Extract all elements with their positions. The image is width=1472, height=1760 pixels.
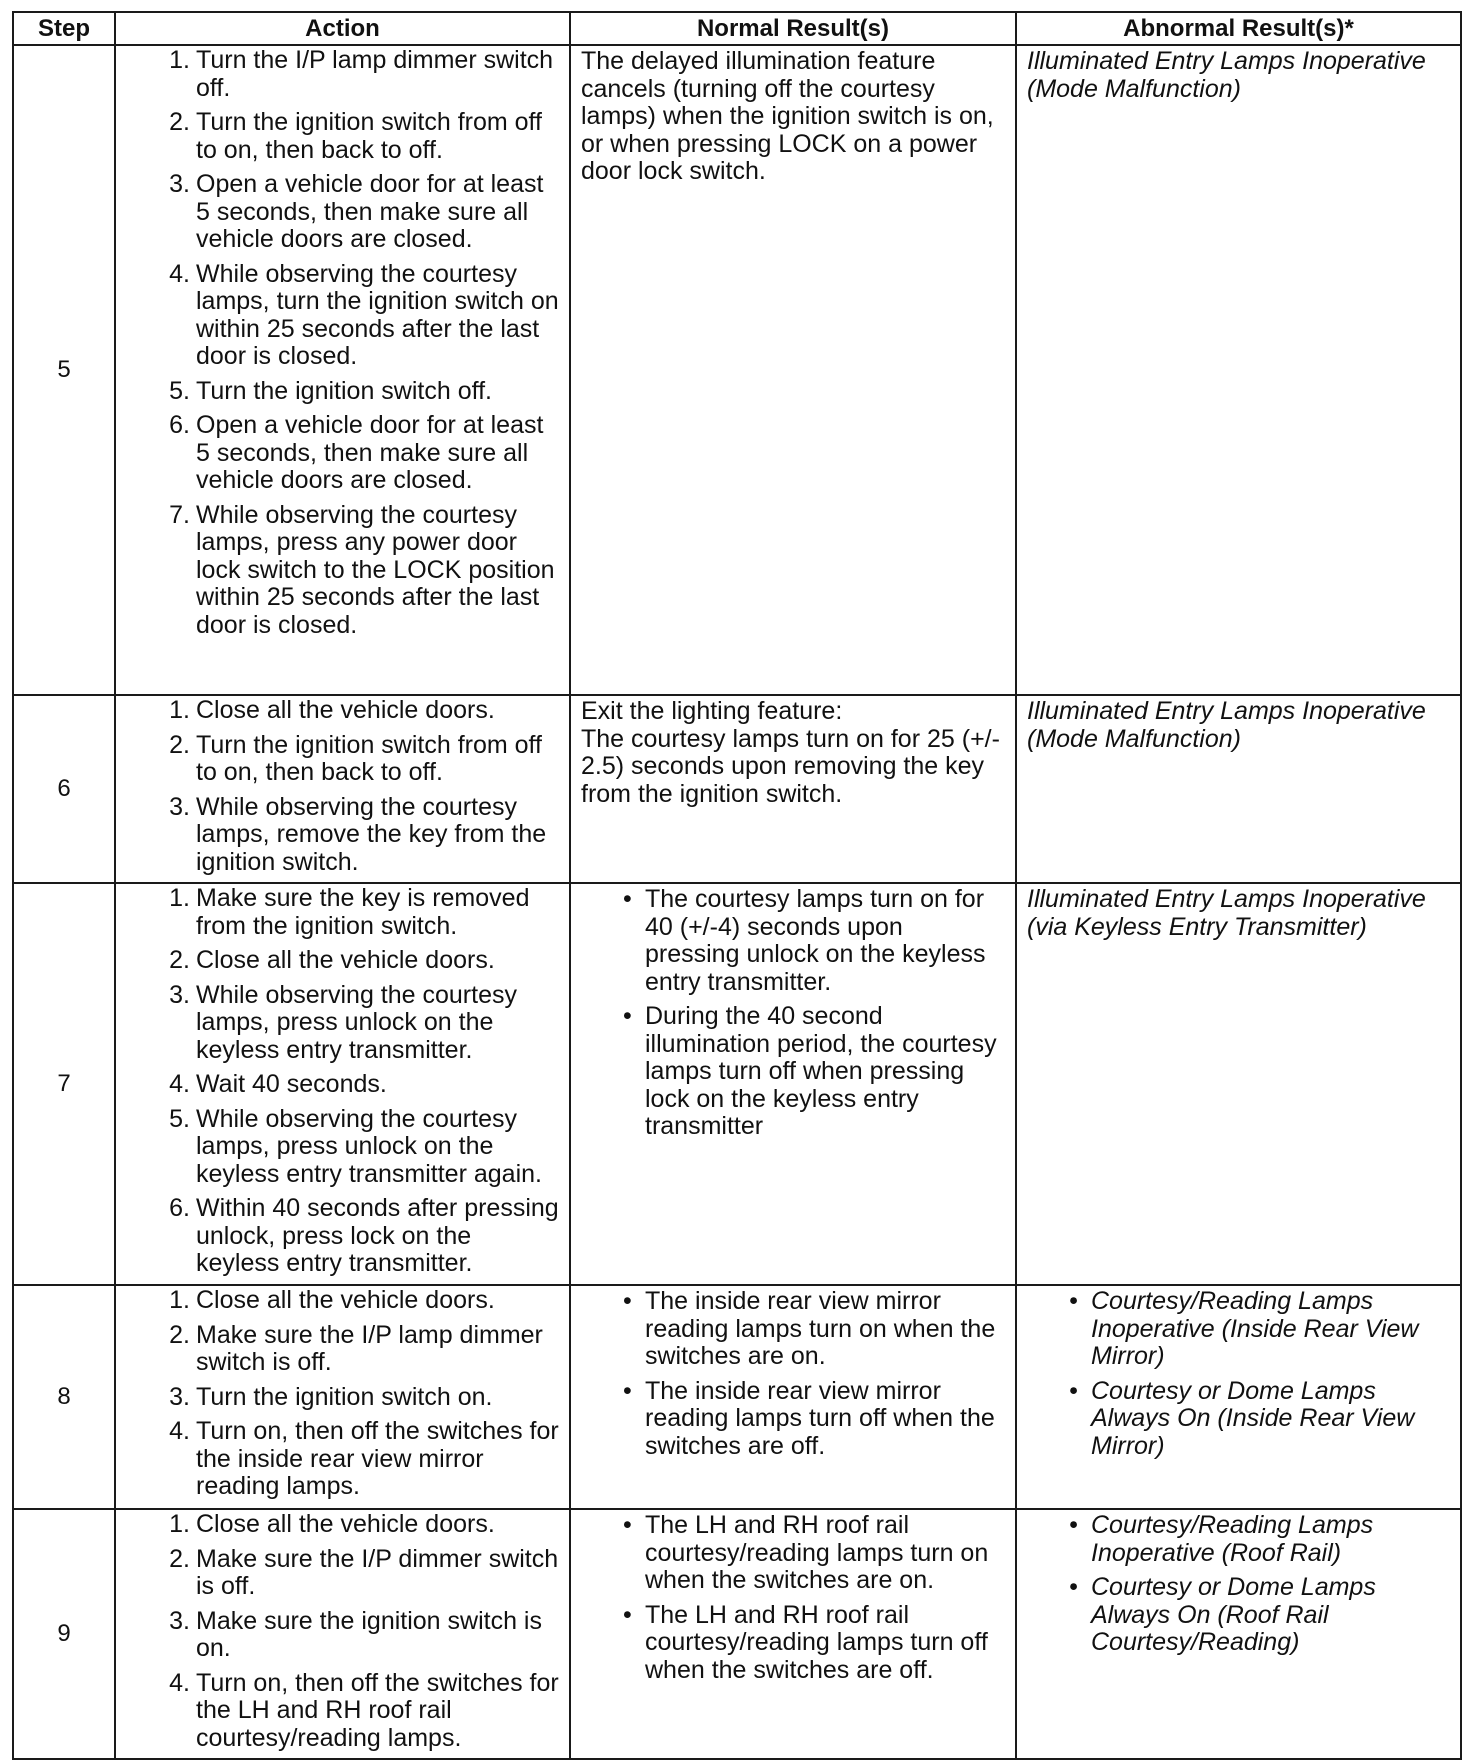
normal-result-bullet: • The inside rear view mirror reading lamps turn off when the switches are off. bbox=[615, 1378, 1003, 1461]
normal-result bbox=[570, 1509, 1016, 1759]
normal-result-bullet: • The inside rear view mirror reading lamps turn on when the switches are on. bbox=[615, 1288, 1003, 1371]
action-item: 1. Turn the I/P lamp dimmer switch off. bbox=[169, 46, 554, 102]
action-list bbox=[156, 885, 561, 1278]
action-list bbox=[156, 47, 561, 639]
abnormal-result bbox=[1016, 1285, 1461, 1509]
normal-result-text: The courtesy lamps turn on for 25 (+/- 2.5) seconds upon removing the key from the ignition switch. bbox=[581, 724, 1000, 808]
action-list bbox=[156, 697, 561, 876]
action-item: 6. Within 40 seconds after pressing unlock, press lock on the keyless entry transmitter. bbox=[169, 1194, 559, 1277]
normal-result-list bbox=[581, 1288, 1003, 1460]
normal-result-bullet: • The LH and RH roof rail courtesy/reading lamps turn off when the switches are off. bbox=[615, 1602, 1003, 1685]
action-cell bbox=[115, 45, 570, 695]
action-item: 5. While observing the courtesy lamps, press unlock on the keyless entry transmitter again. bbox=[169, 1104, 542, 1188]
header-abnormal-results: Abnormal Result(s)* bbox=[1016, 12, 1461, 45]
normal-result bbox=[570, 883, 1016, 1285]
normal-result bbox=[570, 1285, 1016, 1509]
action-cell bbox=[115, 1285, 570, 1509]
table-row bbox=[13, 695, 1461, 883]
step-number: 9 bbox=[13, 1509, 115, 1759]
action-item: 6. Open a vehicle door for at least 5 seconds, then make sure all vehicle doors are closed. bbox=[169, 411, 544, 494]
step-number: 7 bbox=[13, 883, 115, 1285]
normal-result-bullet: • During the 40 second illumination period, the courtesy lamps turn off when pressing lock on the keyless entry transmitter bbox=[615, 1003, 1003, 1141]
abnormal-result-bullet: • Courtesy or Dome Lamps Always On (Roof Rail Courtesy/Reading) bbox=[1061, 1574, 1448, 1657]
action-item: 1. Close all the vehicle doors. bbox=[169, 1286, 495, 1314]
action-item: 5. Turn the ignition switch off. bbox=[169, 376, 492, 405]
step-number: 6 bbox=[13, 695, 115, 883]
normal-result-bullet: • The LH and RH roof rail courtesy/reading lamps turn on when the switches are on. bbox=[615, 1512, 1003, 1595]
action-item: 1. Make sure the key is removed from the ignition switch. bbox=[169, 884, 530, 940]
abnormal-result-bullet: • Courtesy/Reading Lamps Inoperative (Roof Rail) bbox=[1061, 1512, 1448, 1567]
normal-result: The delayed illumination feature cancels (turning off the courtesy lamps) when the ignition switch is on, or when pressing LOCK on a power door lock switch. bbox=[570, 45, 1016, 695]
action-item: 2. Turn the ignition switch from off to on, then back to off. bbox=[169, 108, 542, 164]
table-row bbox=[13, 1285, 1461, 1509]
header-normal-results: Normal Result(s) bbox=[570, 12, 1016, 45]
action-cell bbox=[115, 695, 570, 883]
action-item: 2. Close all the vehicle doors. bbox=[169, 946, 495, 974]
action-item: 4. Wait 40 seconds. bbox=[169, 1070, 387, 1098]
table-row bbox=[13, 883, 1461, 1285]
header-step: Step bbox=[13, 12, 115, 45]
action-item: 1. Close all the vehicle doors. bbox=[169, 1510, 495, 1538]
abnormal-result: Illuminated Entry Lamps Inoperative (Mode Malfunction) bbox=[1016, 45, 1461, 695]
action-item: 2. Make sure the I/P lamp dimmer switch is off. bbox=[169, 1320, 543, 1376]
abnormal-result: Illuminated Entry Lamps Inoperative (Mode Malfunction) bbox=[1016, 695, 1461, 883]
normal-result-bullet: • The courtesy lamps turn on for 40 (+/-4) seconds upon pressing unlock on the keyless entry transmitter. bbox=[615, 886, 1003, 996]
step-number: 5 bbox=[13, 45, 115, 695]
action-item: 1. Close all the vehicle doors. bbox=[169, 696, 495, 724]
header-row bbox=[13, 12, 1461, 45]
abnormal-result: Illuminated Entry Lamps Inoperative (via Keyless Entry Transmitter) bbox=[1016, 883, 1461, 1285]
action-item: 3. While observing the courtesy lamps, press unlock on the keyless entry transmitter. bbox=[169, 980, 517, 1064]
normal-result bbox=[570, 695, 1016, 883]
action-item: 2. Make sure the I/P dimmer switch is off. bbox=[169, 1544, 559, 1600]
step-number: 8 bbox=[13, 1285, 115, 1509]
diagnostic-table bbox=[12, 11, 1462, 1760]
table-row bbox=[13, 1509, 1461, 1759]
action-item: 4. Turn on, then off the switches for the LH and RH roof rail courtesy/reading lamps. bbox=[169, 1668, 559, 1752]
action-item: 3. Turn the ignition switch on. bbox=[169, 1382, 493, 1411]
normal-result-list bbox=[581, 886, 1003, 1141]
action-item: 4. Turn on, then off the switches for the inside rear view mirror reading lamps. bbox=[169, 1417, 559, 1500]
header-action: Action bbox=[115, 12, 570, 45]
action-item: 7. While observing the courtesy lamps, press any power door lock switch to the LOCK position within 25 seconds after the last door is closed. bbox=[169, 500, 555, 639]
action-item: 3. While observing the courtesy lamps, remove the key from the ignition switch. bbox=[169, 792, 547, 876]
action-item: 2. Turn the ignition switch from off to on, then back to off. bbox=[169, 730, 542, 786]
action-item: 4. While observing the courtesy lamps, turn the ignition switch on within 25 seconds after the last door is closed. bbox=[169, 259, 559, 370]
abnormal-result bbox=[1016, 1509, 1461, 1759]
table-row bbox=[13, 45, 1461, 695]
normal-result-title: Exit the lighting feature: bbox=[581, 697, 843, 725]
normal-result-list bbox=[581, 1512, 1003, 1684]
action-cell bbox=[115, 1509, 570, 1759]
action-item: 3. Open a vehicle door for at least 5 seconds, then make sure all vehicle doors are closed. bbox=[169, 170, 544, 253]
action-list bbox=[156, 1287, 561, 1501]
abnormal-result-bullet: • Courtesy/Reading Lamps Inoperative (Inside Rear View Mirror) bbox=[1061, 1288, 1448, 1371]
abnormal-result-list bbox=[1027, 1288, 1448, 1460]
abnormal-result-bullet: • Courtesy or Dome Lamps Always On (Inside Rear View Mirror) bbox=[1061, 1378, 1448, 1461]
abnormal-result-list bbox=[1027, 1512, 1448, 1657]
action-list bbox=[156, 1511, 561, 1752]
action-cell bbox=[115, 883, 570, 1285]
action-item: 3. Make sure the ignition switch is on. bbox=[169, 1606, 542, 1662]
